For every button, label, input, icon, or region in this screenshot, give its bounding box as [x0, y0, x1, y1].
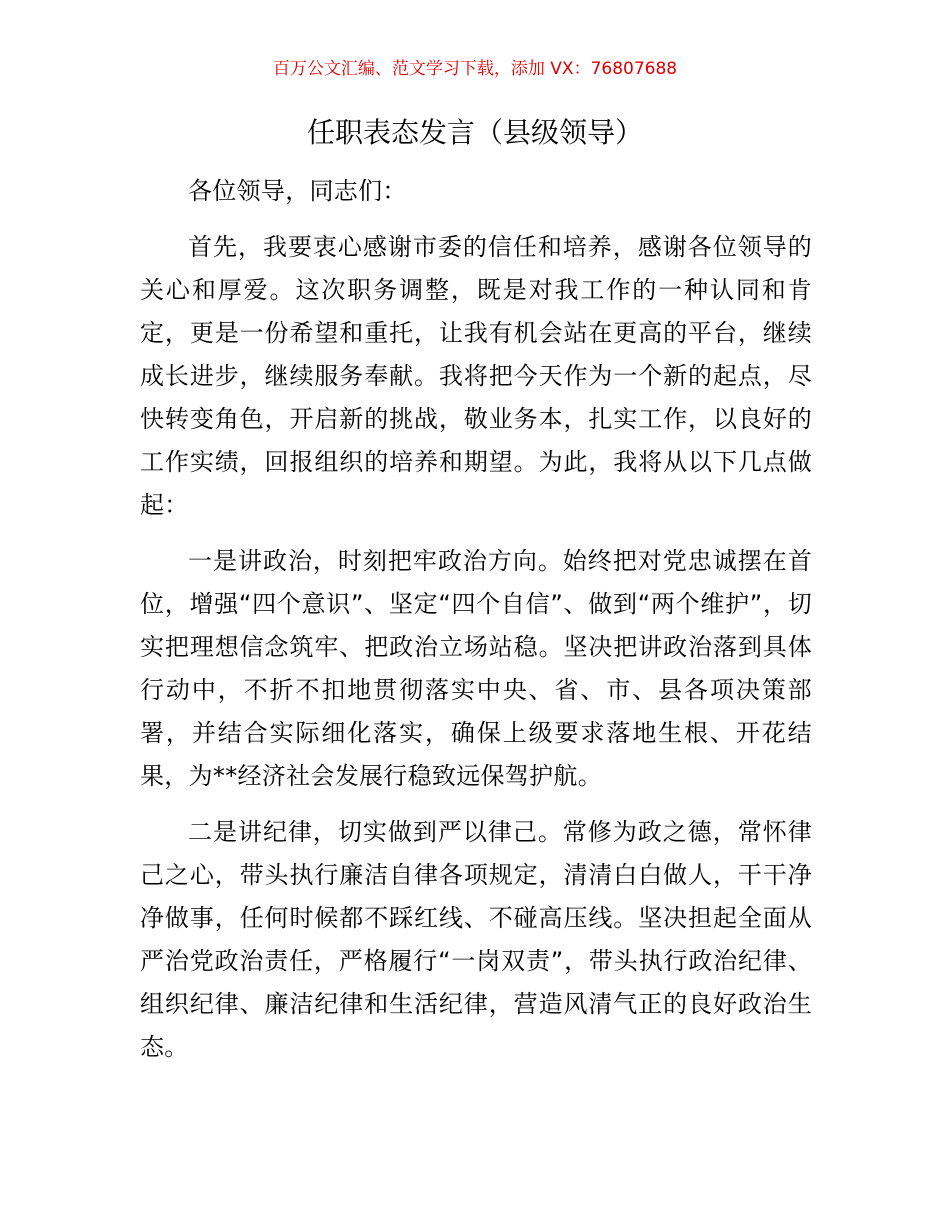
document-title: 任职表态发言（县级领导）	[306, 116, 643, 149]
document-body	[140, 170, 812, 1082]
paragraph-discipline: 二是讲纪律，切实做到严以律己。常修为政之德，常怀律己之心，带头执行廉洁自律各项规定，清清白白做人，干干净净做事，任何时候都不踩红线、不碰高压线。坚决担起全面从严治党政治责任，严格履行“一岗双责”，带头执行政治纪律、组织纪律、廉洁纪律和生活纪律，营造风清气正的良好政治生态。	[140, 818, 812, 1061]
salutation: 各位领导，同志们：	[188, 177, 407, 205]
header-banner: 百万公文汇编、范文学习下载，添加 VX：76807688	[272, 59, 678, 79]
paragraph-intro: 首先，我要衷心感谢市委的信任和培养，感谢各位领导的关心和厚爱。这次职务调整，既是对我工作的一种认同和肯定，更是一份希望和重托，让我有机会站在更高的平台，继续成长进步，继续服务奉献。我将把今天作为一个新的起点，尽快转变角色，开启新的挑战，敬业务本，扎实工作，以良好的工作实绩，回报组织的培养和期望。为此，我将从以下几点做起：	[140, 233, 812, 519]
paragraph-politics: 一是讲政治，时刻把牢政治方向。始终把对党忠诚摆在首位，增强“四个意识”、坚定“四个自信”、做到“两个维护”，切实把理想信念筑牢、把政治立场站稳。坚决把讲政治落到具体行动中，不折不扣地贯彻落实中央、省、市、县各项决策部署，并结合实际细化落实，确保上级要求落地生根、开花结果，为**经济社会发展行稳致远保驾护航。	[140, 547, 812, 790]
